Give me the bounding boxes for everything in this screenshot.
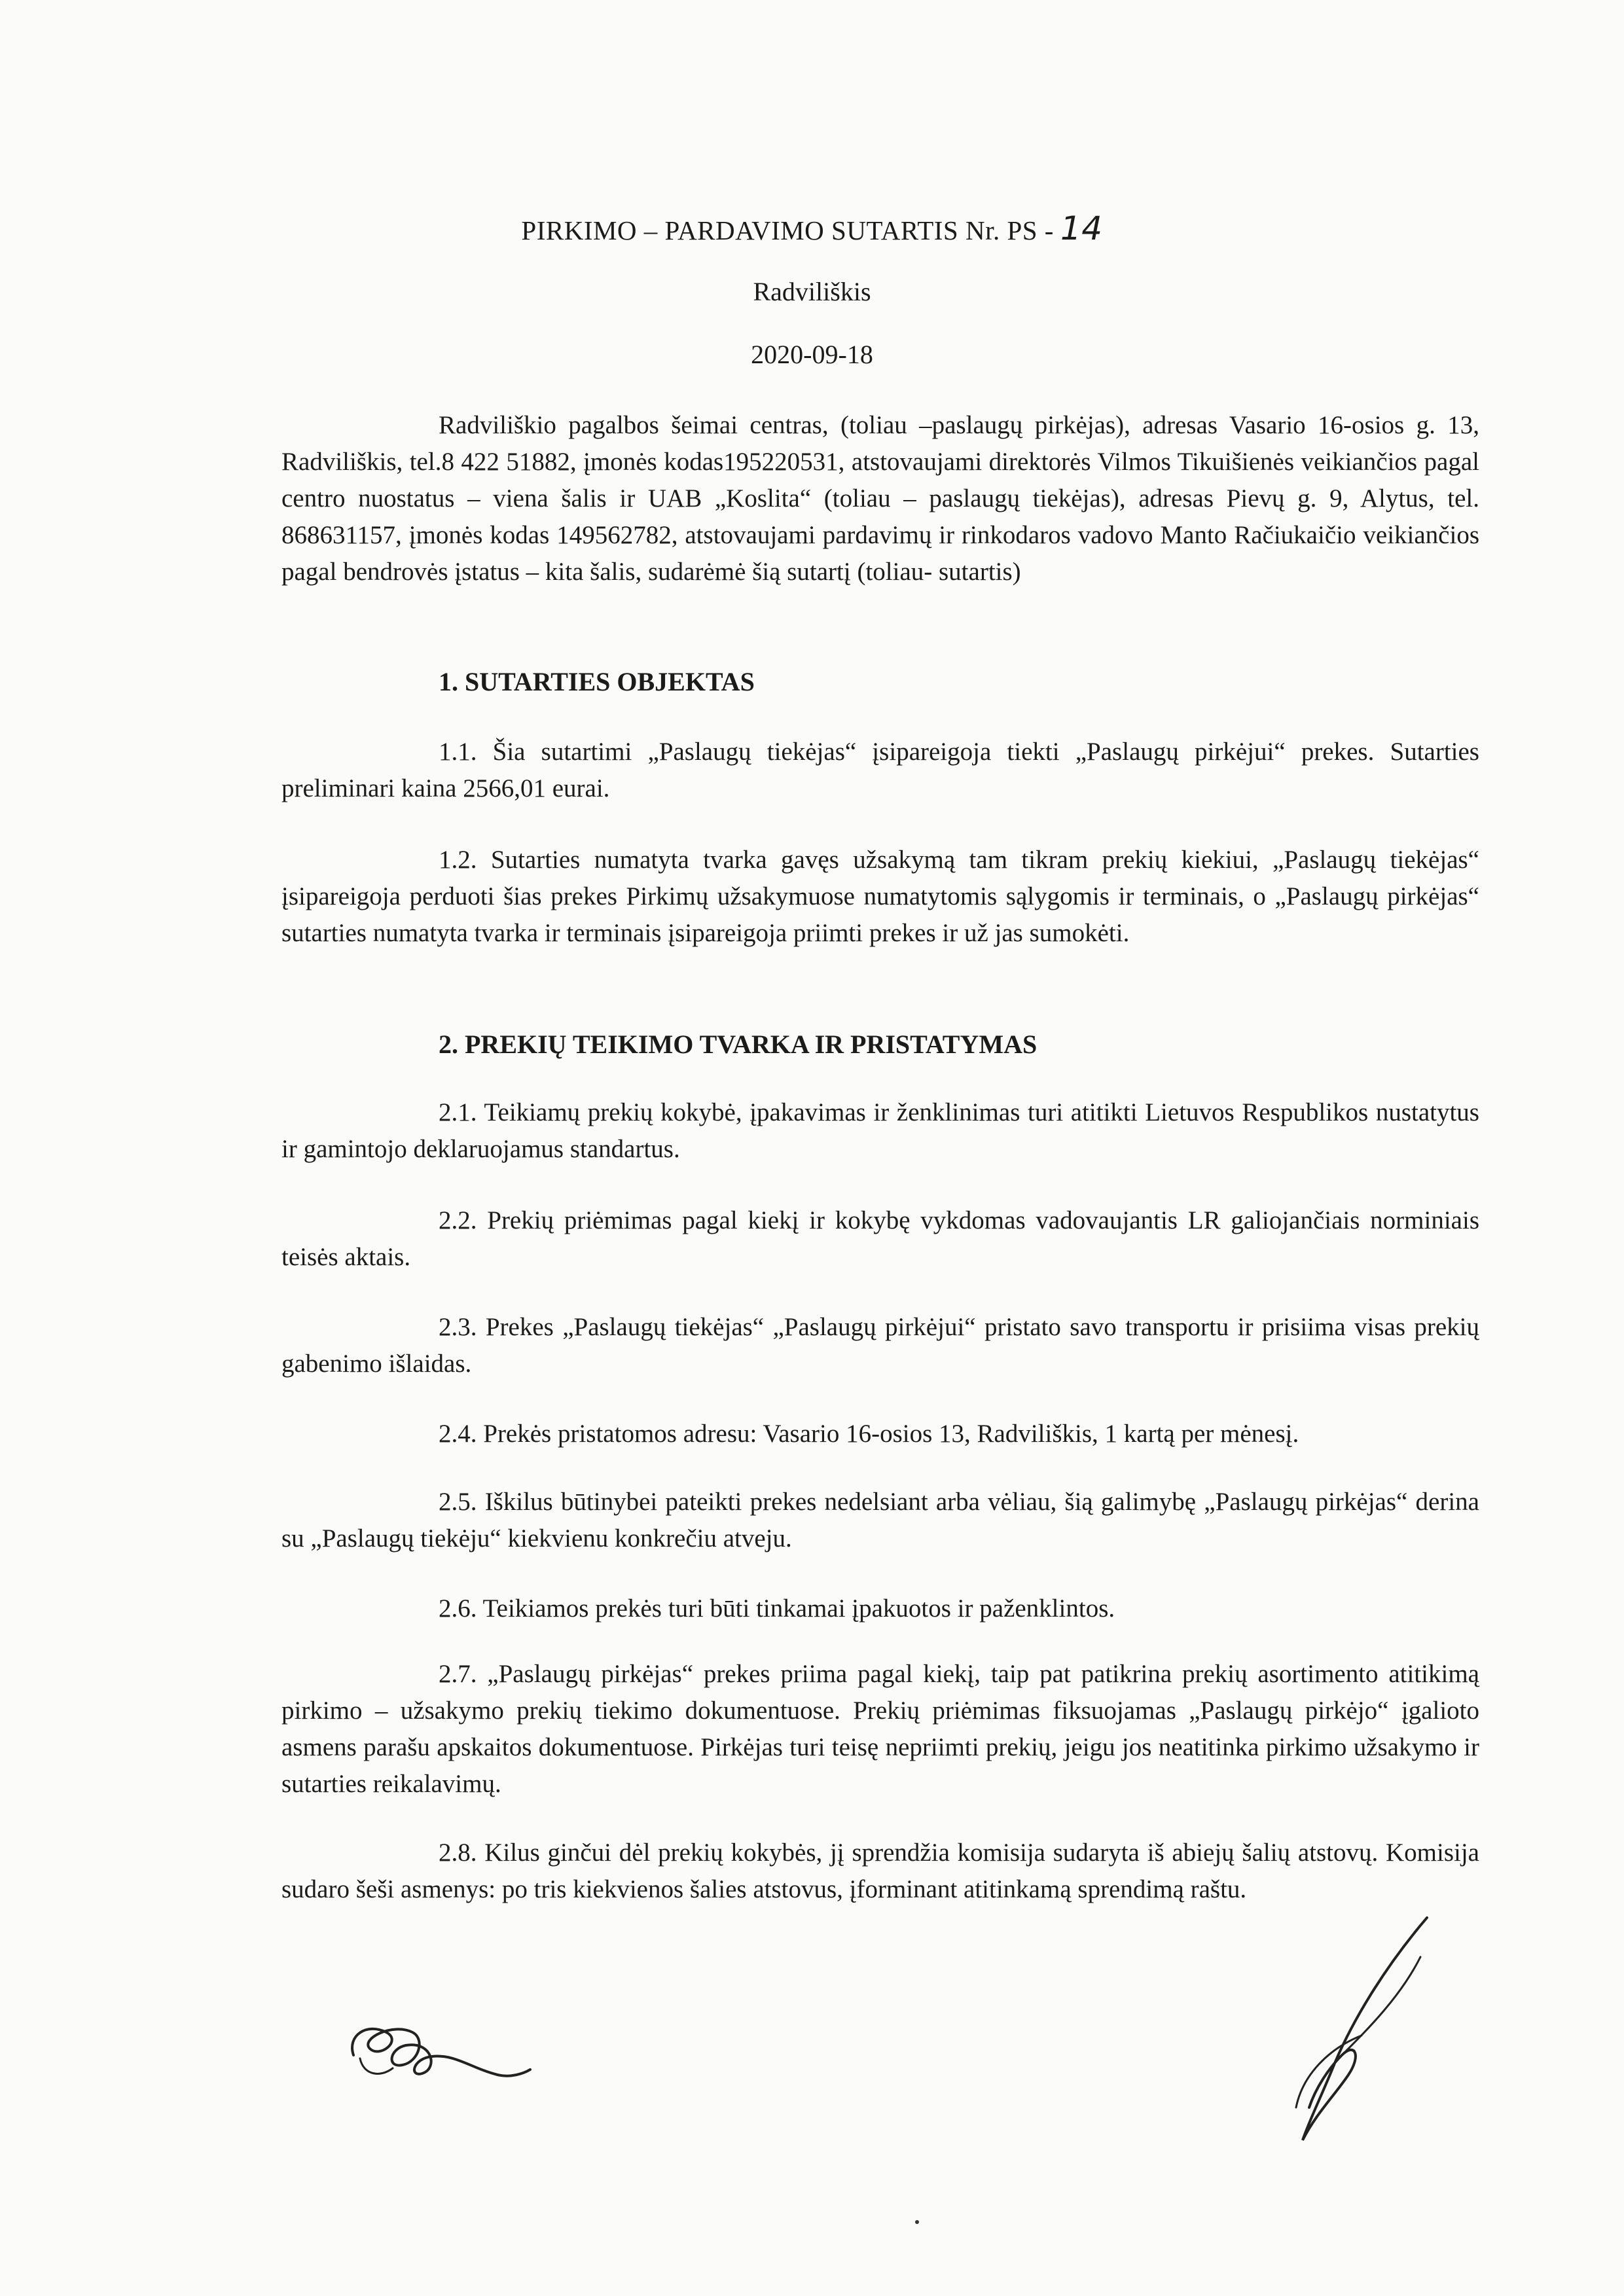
paragraph-2-5: 2.5. Iškilus būtinybei pateikti prekes nedelsiant arba vėliau, šią galimybę „Paslaugų pirkėjas“ derina su „Paslaugų tiekėju“ kiekvienu konkrečiu atveju. — [281, 1488, 1479, 1552]
paragraph-1-1: 1.1. Šia sutartimi „Paslaugų tiekėjas“ įsipareigoja tiekti „Paslaugų pirkėjui“ prekes. Sutarties preliminari kaina 2566,01 eurai. — [281, 738, 1479, 802]
document-date: 2020-09-18 — [751, 340, 873, 369]
paragraph-2-2: 2.2. Prekių priėmimas pagal kiekį ir kokybę vykdomas vadovaujantis LR galiojančiais norminiais teisės aktais. — [281, 1206, 1479, 1271]
section-2-heading: 2. PREKIŲ TEIKIMO TVARKA IR PRISTATYMAS — [439, 1030, 1038, 1059]
paragraph-2-1: 2.1. Teikiamų prekių kokybė, įpakavimas ir ženklinimas turi atitikti Lietuvos Respublikos nustatytus ir gamintojo deklaruojamus standartus. — [281, 1098, 1479, 1163]
intro-text: Radviliškio pagalbos šeimai centras, (toliau –paslaugų pirkėjas), adresas Vasario 16-osios g. 13, Radviliškis, tel.8 422 51882, įmonės kodas195220531, atstovaujami direktorės Vilmos Tikuišienės veikiančios pagal centro nuostatus – viena šalis ir UAB „Koslita“ (toliau – paslaugų tiekėjas), adresas Pievų g. 9, Alytus, tel. 868631157, įmonės kodas 149562782, atstovaujami pardavimų ir rinkodaros vadovo Manto Račiukaičio veikiančios pagal bendrovės įstatus – kita šalis, sudarėmė šią sutartį (toliau- sutartis) — [281, 411, 1479, 586]
handwritten-contract-number: 14 — [1060, 209, 1103, 247]
document-title — [0, 209, 1624, 247]
paragraph-2-6: 2.6. Teikiamos prekės turi būti tinkamai įpakuotos ir paženklintos. — [439, 1594, 1115, 1623]
paragraph-1-2: 1.2. Sutarties numatyta tvarka gavęs užsakymą tam tikram prekių kiekiui, „Paslaugų tiekėjas“ įsipareigoja perduoti šias prekes Pirkimų užsakymuose numatytomis sąlygomis ir terminais, o „Paslaugų pirkėjas“ sutarties numatyta tvarka ir terminais įsipareigoja priimti prekes ir už jas sumokėti. — [281, 846, 1479, 947]
paragraph-2-8: 2.8. Kilus ginčui dėl prekių kokybės, jį sprendžia komisija sudaryta iš abiejų šalių atstovų. Komisija sudaro šeši asmenys: po tris kiekvienos šalies atstovus, įforminant atitinkamą sprendimą raštu. — [281, 1839, 1479, 1903]
intro-paragraph — [281, 407, 1479, 590]
section-1-heading: 1. SUTARTIES OBJEKTAS — [439, 667, 755, 696]
signature-left — [340, 1996, 537, 2101]
paragraph-2-4: 2.4. Prekės pristatomos adresu: Vasario 16-osios 13, Radviliškis, 1 kartą per mėnesį. — [439, 1420, 1299, 1448]
document-city: Radviliškis — [753, 277, 871, 306]
paragraph-2-3: 2.3. Prekes „Paslaugų tiekėjas“ „Paslaugų pirkėjui“ pristato savo transportu ir prisiima visas prekių gabenimo išlaidas. — [281, 1313, 1479, 1378]
paragraph-2-7: 2.7. „Paslaugų pirkėjas“ prekes priima pagal kiekį, taip pat patikrina prekių asortimento atitikimą pirkimo – užsakymo prekių tiekimo dokumentuose. Prekių priėmimas fiksuojamas „Paslaugų pirkėjo“ įgalioto asmens parašu apskaitos dokumentuose. Pirkėjas turi teisę nepriimti prekių, jeigu jos neatitinka pirkimo užsakymo ir sutarties reikalavimų. — [281, 1660, 1479, 1798]
signature-right — [1257, 1911, 1440, 2147]
title-text: PIRKIMO – PARDAVIMO SUTARTIS Nr. PS - — [521, 215, 1054, 245]
page-mark — [915, 2220, 919, 2224]
